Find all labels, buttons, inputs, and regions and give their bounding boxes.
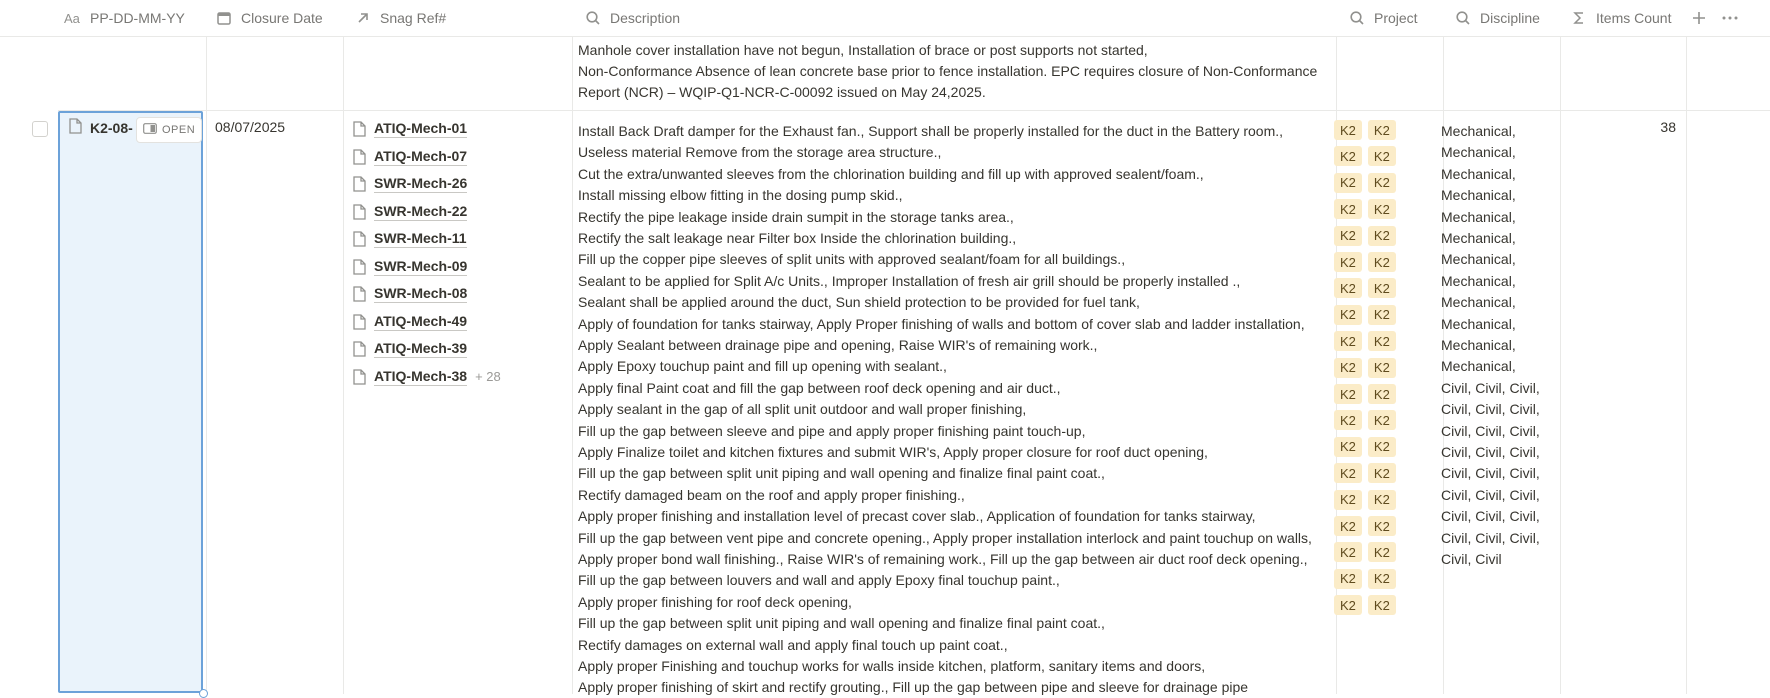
description-line: Fill up the gap between split unit piping and wall opening and finalize final paint coat., xyxy=(578,615,1105,632)
sigma-icon xyxy=(1570,9,1588,27)
search-icon xyxy=(1348,9,1366,27)
discipline-line: Mechanical, xyxy=(1441,337,1516,353)
description-line: Fill up the gap between split unit piping and wall opening and finalize final paint coat., xyxy=(578,465,1105,482)
snag-ref-label: ATIQ-Mech-49 xyxy=(374,312,468,329)
snag-ref-label: SWR-Mech-26 xyxy=(374,175,468,191)
description-line: Rectify the salt leakage near Filter box Inside the chlorination building., xyxy=(578,230,1017,246)
discipline-line: Mechanical, xyxy=(1441,251,1516,268)
project-tag: K2 xyxy=(1334,358,1362,378)
page-icon xyxy=(352,231,366,247)
project-tag: K2 xyxy=(1334,278,1362,298)
project-tag-pair xyxy=(1334,278,1396,299)
discipline-line: Mechanical, xyxy=(1441,294,1516,311)
project-tag-pair xyxy=(1334,410,1396,431)
project-tag: K2 xyxy=(1334,569,1362,589)
project-tag: K2 xyxy=(1334,120,1362,140)
column-header-snag-label: Snag Ref# xyxy=(380,10,447,26)
project-tag: K2 xyxy=(1368,199,1396,219)
project-tag: K2 xyxy=(1368,146,1396,166)
open-page-label: OPEN xyxy=(162,124,196,136)
project-tag-pair xyxy=(1334,463,1396,484)
closure-date-value[interactable]: 08/07/2025 xyxy=(215,119,286,135)
snag-ref-link[interactable] xyxy=(352,283,467,305)
discipline-line: Mechanical, xyxy=(1441,187,1516,204)
snag-ref-label: ATIQ-Mech-38 xyxy=(374,367,468,384)
discipline-line: Civil, Civil, Civil, xyxy=(1441,508,1540,525)
description-line: Manhole cover installation have not begun, Installation of brace or post supports not started, xyxy=(578,42,1148,58)
column-divider xyxy=(572,37,573,694)
discipline-line: Mechanical, xyxy=(1441,144,1516,161)
description-line: Install missing elbow fitting in the dosing pump skid., xyxy=(578,187,903,204)
project-tag: K2 xyxy=(1368,542,1396,562)
project-tag-pair xyxy=(1334,146,1396,167)
project-tag: K2 xyxy=(1334,226,1362,246)
page-icon xyxy=(352,369,366,385)
description-line: Fill up the gap between sleeve and pipe and apply proper finishing paint touch-up, xyxy=(578,422,1086,439)
description-line: Apply proper bond wall finishing., Raise WIR's of remaining work., Fill up the gap between air duct roof deck opening., xyxy=(578,551,1308,567)
snag-ref-link[interactable] xyxy=(352,228,467,250)
column-header-name[interactable] xyxy=(64,0,185,36)
project-tag: K2 xyxy=(1368,437,1396,457)
project-tag: K2 xyxy=(1368,516,1396,536)
project-tag-pair xyxy=(1334,199,1396,220)
project-tag: K2 xyxy=(1334,384,1362,404)
page-icon xyxy=(68,118,82,137)
page-icon xyxy=(352,259,366,275)
column-header-description[interactable] xyxy=(584,0,680,36)
discipline-line: Mechanical, xyxy=(1441,208,1516,225)
project-tag: K2 xyxy=(1334,595,1362,615)
project-tag-pair xyxy=(1334,331,1396,352)
project-tag: K2 xyxy=(1368,331,1396,351)
page-icon xyxy=(352,286,366,302)
column-divider xyxy=(1560,37,1561,694)
snag-ref-more-count[interactable]: + 28 xyxy=(475,369,501,384)
project-tag-pair xyxy=(1334,173,1396,194)
page-icon xyxy=(352,314,366,330)
snag-ref-label: SWR-Mech-22 xyxy=(374,202,468,219)
side-peek-icon xyxy=(143,123,157,137)
column-header-items-count[interactable] xyxy=(1570,0,1671,36)
column-divider xyxy=(1686,37,1687,694)
items-count-value: 38 xyxy=(1660,119,1676,135)
project-tag: K2 xyxy=(1334,542,1362,562)
calendar-icon xyxy=(215,9,233,27)
project-tag-pair xyxy=(1334,305,1396,326)
project-tag: K2 xyxy=(1334,490,1362,510)
page-icon xyxy=(352,121,366,137)
description-line: Apply of foundation for tanks stairway, Apply Proper finishing of walls and bottom of cover slab and ladder installation, xyxy=(578,315,1305,332)
description-line: Report (NCR) – WQIP-Q1-NCR-C-00092 issued on May 24,2025. xyxy=(578,84,986,100)
project-tag: K2 xyxy=(1368,358,1396,378)
page-icon xyxy=(352,176,366,192)
selected-cell[interactable] xyxy=(58,111,203,693)
project-tag-pair xyxy=(1334,542,1396,563)
row-divider xyxy=(58,110,1770,111)
description-line: Fill up the copper pipe sleeves of split units with approved sealant/foam for all buildings., xyxy=(578,251,1126,268)
project-tag: K2 xyxy=(1334,146,1362,166)
search-icon xyxy=(584,9,602,27)
description-line: Apply Sealant between drainage pipe and opening, Raise WIR's of remaining work., xyxy=(578,337,1098,353)
project-tag: K2 xyxy=(1368,410,1396,430)
project-tag: K2 xyxy=(1334,410,1362,430)
more-options-button[interactable] xyxy=(1722,0,1738,36)
open-page-button[interactable] xyxy=(136,117,202,143)
row-title-text: K2-08- xyxy=(90,119,133,136)
project-tag: K2 xyxy=(1368,569,1396,589)
project-tag-pair xyxy=(1334,437,1396,458)
description-line: Fill up the gap between vent pipe and concrete opening., Apply proper installation interlock and paint touchup on walls, xyxy=(578,529,1312,546)
project-tag-pair xyxy=(1334,384,1396,405)
description-line: Useless material Remove from the storage area structure., xyxy=(578,144,942,161)
description-line: Apply proper finishing and installation level of precast cover slab., Application of foundation for tanks stairway, xyxy=(578,508,1256,525)
column-header-closure-date[interactable] xyxy=(215,0,323,36)
project-tag: K2 xyxy=(1368,305,1396,325)
project-tag-pair xyxy=(1334,569,1396,590)
project-tag-pair xyxy=(1334,120,1396,141)
row-select-checkbox[interactable] xyxy=(32,121,48,137)
column-header-discipline[interactable] xyxy=(1454,0,1540,36)
project-tag-pair xyxy=(1334,252,1396,273)
project-tag: K2 xyxy=(1334,252,1362,272)
description-line: Rectify the pipe leakage inside drain sumpit in the storage tanks area., xyxy=(578,208,1014,225)
project-tag: K2 xyxy=(1334,199,1362,219)
snag-ref-link[interactable] xyxy=(352,338,467,360)
project-tag: K2 xyxy=(1368,595,1396,615)
column-header-discipline-label: Discipline xyxy=(1480,10,1540,26)
discipline-line: Mechanical, xyxy=(1441,123,1516,139)
snag-ref-link[interactable] xyxy=(352,366,501,388)
column-header-name-label: PP-DD-MM-YY xyxy=(90,10,185,26)
snag-ref-link[interactable] xyxy=(352,311,467,333)
column-header-project[interactable] xyxy=(1348,0,1418,36)
column-divider xyxy=(343,37,344,694)
description-line: Apply Epoxy touchup paint and fill up opening with sealant., xyxy=(578,358,947,375)
description-line: Apply proper Finishing and touchup works for walls inside kitchen, platform, sanitary items and doors, xyxy=(578,658,1206,674)
discipline-line: Civil, Civil, Civil, xyxy=(1441,465,1540,482)
page-icon xyxy=(352,149,366,165)
project-tag: K2 xyxy=(1368,463,1396,483)
description-line: Sealant shall be applied around the duct, Sun shield protection to be provided for fuel tank, xyxy=(578,294,1140,311)
discipline-line: Civil, Civil, Civil, xyxy=(1441,529,1540,546)
discipline-line: Mechanical, xyxy=(1441,272,1516,289)
column-header-snag-ref[interactable] xyxy=(354,0,446,36)
description-line: Install Back Draft damper for the Exhaust fan., Support shall be properly installed for the duct in the Battery room., xyxy=(578,123,1284,139)
project-tag: K2 xyxy=(1368,226,1396,246)
discipline-line: Civil, Civil, Civil, xyxy=(1441,379,1540,396)
column-divider xyxy=(206,37,207,694)
description-line: Non-Conformance Absence of lean concrete base prior to fence installation. EPC requires closure of Non-Conformance xyxy=(578,63,1318,79)
discipline-line: Civil, Civil xyxy=(1441,551,1502,567)
description-line: Apply proper finishing of skirt and rectify grouting., Fill up the gap between pipe and sleeve for drainage pipe xyxy=(578,679,1249,696)
discipline-line: Civil, Civil, Civil, xyxy=(1441,486,1540,503)
discipline-line: Mechanical, xyxy=(1441,165,1516,182)
page-icon xyxy=(352,204,366,220)
project-tag: K2 xyxy=(1334,516,1362,536)
discipline-line: Mechanical, xyxy=(1441,230,1516,246)
project-tag-pair xyxy=(1334,226,1396,247)
column-header-description-label: Description xyxy=(610,10,681,26)
svg-text:Aa: Aa xyxy=(64,11,80,25)
project-tag: K2 xyxy=(1368,278,1396,298)
snag-ref-link[interactable] xyxy=(352,173,467,195)
more-horizontal-icon xyxy=(1722,15,1738,21)
project-tag: K2 xyxy=(1334,463,1362,483)
project-tag: K2 xyxy=(1334,173,1362,193)
page-icon xyxy=(352,341,366,357)
plus-icon xyxy=(1692,11,1706,25)
description-line: Rectify damages on external wall and apply final touch up paint coat., xyxy=(578,636,1008,653)
snag-ref-link[interactable] xyxy=(352,201,467,223)
project-tag-pair xyxy=(1334,358,1396,379)
snag-ref-label: SWR-Mech-08 xyxy=(374,285,468,301)
project-tag: K2 xyxy=(1368,173,1396,193)
discipline-line: Civil, Civil, Civil, xyxy=(1441,444,1540,460)
description-line: Rectify damaged beam on the roof and apply proper finishing., xyxy=(578,486,965,503)
description-line: Apply sealant in the gap of all split unit outdoor and wall proper finishing, xyxy=(578,401,1027,418)
project-tag: K2 xyxy=(1334,437,1362,457)
description-line: Sealant to be applied for Split A/c Units., Improper Installation of fresh air grill should be properly installed ., xyxy=(578,272,1241,289)
discipline-line: Civil, Civil, Civil, xyxy=(1441,422,1540,439)
column-header-project-label: Project xyxy=(1374,10,1418,26)
discipline-line: Mechanical, xyxy=(1441,315,1516,332)
snag-ref-label: SWR-Mech-11 xyxy=(374,230,467,246)
row-title[interactable] xyxy=(68,118,133,137)
discipline-line: Civil, Civil, Civil, xyxy=(1441,401,1540,418)
project-tag: K2 xyxy=(1368,490,1396,510)
snag-ref-link[interactable] xyxy=(352,118,467,140)
snag-ref-label: ATIQ-Mech-07 xyxy=(374,147,468,164)
snag-ref-label: ATIQ-Mech-39 xyxy=(374,340,468,356)
project-tag-pair xyxy=(1334,490,1396,511)
snag-ref-label: ATIQ-Mech-01 xyxy=(374,120,468,136)
project-tag: K2 xyxy=(1334,331,1362,351)
description-line: Fill up the gap between louvers and wall and apply Epoxy final touchup paint., xyxy=(578,572,1060,589)
project-tag: K2 xyxy=(1334,305,1362,325)
snag-ref-label: SWR-Mech-09 xyxy=(374,257,468,274)
discipline-line: Mechanical, xyxy=(1441,358,1516,375)
snag-ref-link[interactable] xyxy=(352,256,467,278)
project-tag-pair xyxy=(1334,595,1396,616)
column-header-items-label: Items Count xyxy=(1596,10,1672,26)
table-header xyxy=(0,0,1770,37)
project-tag-pair xyxy=(1334,516,1396,537)
text-property-icon xyxy=(64,9,82,27)
project-tag: K2 xyxy=(1368,120,1396,140)
snag-ref-link[interactable] xyxy=(352,146,467,168)
description-line: Cut the extra/unwanted sleeves from the chlorination building and fill up with approved sealent/foam., xyxy=(578,165,1204,182)
column-header-closure-label: Closure Date xyxy=(241,10,323,26)
description-line: Apply final Paint coat and fill the gap between roof deck opening and air duct., xyxy=(578,379,1061,396)
project-tag: K2 xyxy=(1368,252,1396,272)
add-column-button[interactable] xyxy=(1692,0,1706,36)
description-line: Apply Finalize toilet and kitchen fixtures and submit WIR's, Apply proper closure for roof duct opening, xyxy=(578,444,1208,460)
project-tag: K2 xyxy=(1368,384,1396,404)
description-line: Apply proper finishing for roof deck opening, xyxy=(578,593,852,610)
relation-arrow-icon xyxy=(354,9,372,27)
search-icon xyxy=(1454,9,1472,27)
